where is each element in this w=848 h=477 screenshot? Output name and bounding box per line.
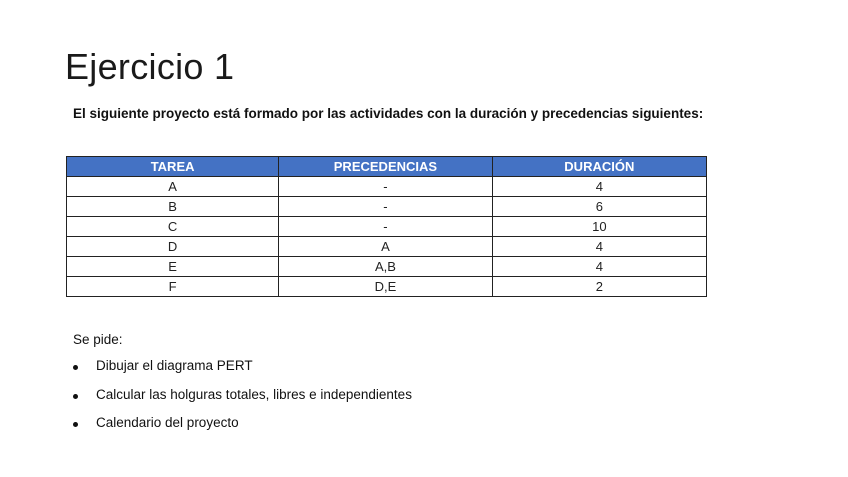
activities-table — [66, 156, 707, 297]
header-duracion: DURACIÓN — [492, 157, 706, 177]
bullet-icon — [73, 394, 78, 399]
cell-tarea: C — [67, 217, 279, 237]
table-row — [67, 217, 707, 237]
cell-duracion: 4 — [492, 237, 706, 257]
list-item-text: Calcular las holguras totales, libres e independientes — [96, 386, 412, 402]
header-precedencias: PRECEDENCIAS — [279, 157, 492, 177]
cell-duracion: 4 — [492, 257, 706, 277]
bullet-icon — [73, 422, 78, 427]
intro-text: El siguiente proyecto está formado por las actividades con la duración y precedencias siguientes: — [73, 106, 704, 121]
cell-duracion: 6 — [492, 197, 706, 217]
list-item — [73, 358, 412, 387]
cell-precedencias: - — [279, 177, 492, 197]
cell-duracion: 2 — [492, 277, 706, 297]
cell-precedencias: - — [279, 197, 492, 217]
cell-duracion: 4 — [492, 177, 706, 197]
bullet-icon — [73, 365, 78, 370]
list-item-text: Dibujar el diagrama PERT — [96, 358, 253, 373]
cell-precedencias: D,E — [279, 277, 492, 297]
cell-tarea: A — [67, 177, 279, 197]
cell-tarea: F — [67, 277, 279, 297]
table-row — [67, 237, 707, 257]
table-row — [67, 277, 707, 297]
requirements-list — [73, 358, 412, 444]
cell-tarea: E — [67, 257, 279, 277]
cell-tarea: D — [67, 237, 279, 257]
list-item — [73, 415, 412, 444]
cell-tarea: B — [67, 197, 279, 217]
table-header-row — [67, 157, 707, 177]
cell-duracion: 10 — [492, 217, 706, 237]
list-item-text: Calendario del proyecto — [96, 415, 239, 430]
cell-precedencias: A,B — [279, 257, 492, 277]
list-item — [73, 387, 412, 416]
cell-precedencias: A — [279, 237, 492, 257]
requirements-label: Se pide: — [73, 332, 123, 347]
header-tarea: TAREA — [67, 157, 279, 177]
table-row — [67, 177, 707, 197]
table-row — [67, 257, 707, 277]
table-row — [67, 197, 707, 217]
cell-precedencias: - — [279, 217, 492, 237]
slide-title: Ejercicio 1 — [65, 46, 235, 87]
